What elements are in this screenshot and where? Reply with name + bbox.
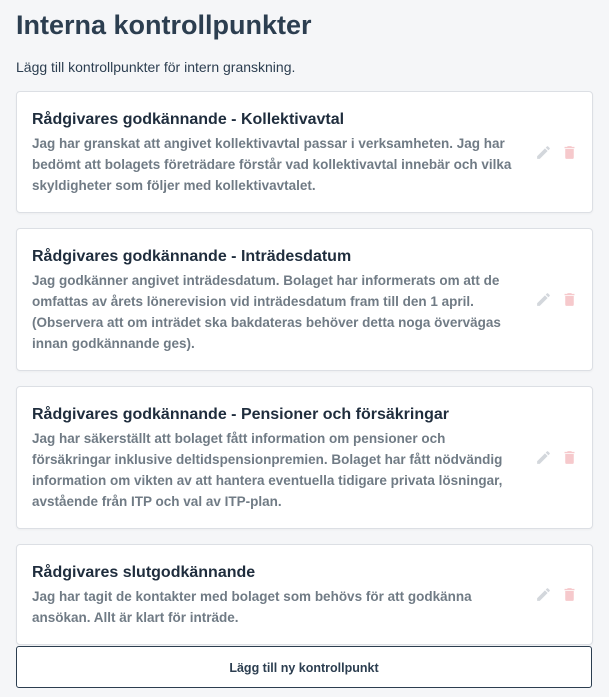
checkpoint-description: Jag har granskat att angivet kollektivavtal passar i verksamheten. Jag har bedömt att bolagets företrädare förstår vad kollektivavtal innebär och vilka skyldigheter som följer med kollektivavtalet.	[32, 136, 512, 193]
edit-button[interactable]	[534, 291, 552, 309]
pencil-icon	[535, 586, 552, 603]
checkpoint-title: Rådgivares godkännande - Inträdesdatum	[32, 248, 352, 265]
edit-button[interactable]	[534, 143, 552, 161]
checkpoint-actions	[534, 143, 578, 161]
checkpoint-actions	[534, 449, 578, 467]
edit-button[interactable]	[534, 449, 552, 467]
delete-button[interactable]	[560, 291, 578, 309]
checkpoint-actions	[534, 291, 578, 309]
trash-icon	[561, 449, 578, 466]
add-checkpoint-button[interactable]: Lägg till ny kontrollpunkt	[16, 646, 592, 688]
delete-button[interactable]	[560, 143, 578, 161]
delete-button[interactable]	[560, 586, 578, 604]
checkpoint-card	[16, 228, 593, 371]
trash-icon	[561, 144, 578, 161]
pencil-icon	[535, 449, 552, 466]
delete-button[interactable]	[560, 449, 578, 467]
checkpoint-card	[16, 91, 593, 213]
checkpoint-card	[16, 544, 593, 645]
page-subtitle: Lägg till kontrollpunkter för intern granskning.	[16, 59, 296, 75]
pencil-icon	[535, 291, 552, 308]
trash-icon	[561, 291, 578, 308]
checkpoint-title: Rådgivares godkännande - Pensioner och försäkringar	[32, 406, 449, 423]
edit-button[interactable]	[534, 586, 552, 604]
checkpoint-title: Rådgivares godkännande - Kollektivavtal	[32, 111, 345, 128]
checkpoint-list	[16, 91, 593, 645]
checkpoint-title: Rådgivares slutgodkännande	[32, 564, 256, 581]
checkpoint-description: Jag har säkerställt att bolaget fått information om pensioner och försäkringar inklusive deltidspensionpremien. Bolaget har fått nödvändig information om vikten av att hantera eventuella tidigare privata lösningar, avstående från ITP och val av ITP-plan.	[32, 431, 503, 509]
checkpoint-actions	[534, 586, 578, 604]
checkpoint-description: Jag har tagit de kontakter med bolaget som behövs för att godkänna ansökan. Allt är klart för inträde.	[32, 589, 472, 625]
checkpoint-description: Jag godkänner angivet inträdesdatum. Bolaget har informerats om att de omfattas av årets lönerevision vid inträdesdatum fram till den 1 april. (Observera att om inträdet ska bakdateras behöver detta noga övervägas innan godkännande ges).	[32, 273, 501, 351]
checkpoint-card	[16, 386, 593, 529]
pencil-icon	[535, 144, 552, 161]
trash-icon	[561, 586, 578, 603]
page-title: Interna kontrollpunkter	[16, 10, 312, 40]
